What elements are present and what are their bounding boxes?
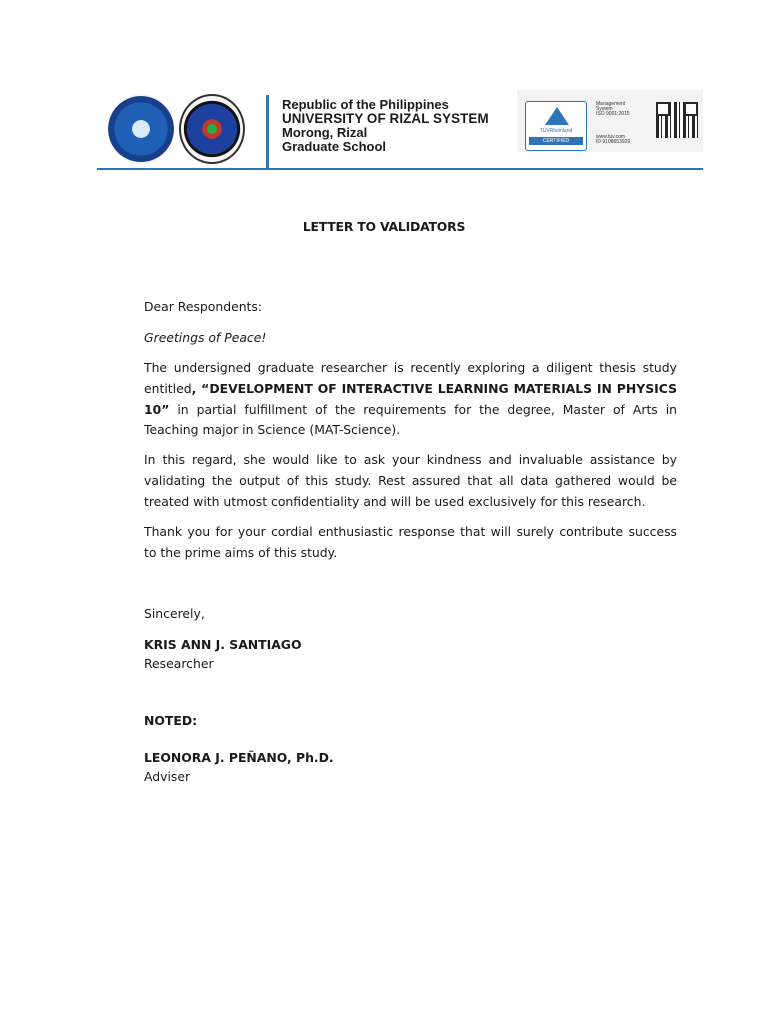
closing: Sincerely, bbox=[144, 606, 205, 621]
letterhead-location: Morong, Rizal bbox=[282, 125, 368, 140]
researcher-role: Researcher bbox=[144, 656, 214, 671]
researcher-name: KRIS ANN J. SANTIAGO bbox=[144, 637, 302, 652]
paragraph-thanks: Thank you for your cordial enthusiastic response that will surely contribute success to the prime aims of this study. bbox=[144, 524, 677, 560]
university-seal-icon bbox=[108, 94, 174, 164]
letterhead-school: Graduate School bbox=[282, 139, 387, 154]
mgmt-iso: ISO 9001:2015 bbox=[596, 111, 630, 117]
tuv-name: TÜVRheinland bbox=[539, 128, 573, 134]
tuv-triangle-icon bbox=[545, 107, 569, 125]
thesis-title: , “DEVELOPMENT OF INTERACTIVE LEARNING MATERIALS IN PHYSICS 10” bbox=[144, 380, 677, 417]
letterhead-rule bbox=[97, 168, 703, 170]
mgmt-id: ID 9108653929 bbox=[596, 139, 631, 145]
paragraph-thesis-rest: in partial fulfillment of the requirements for the degree, Master of Arts in Teaching major in Science (MAT-Science). bbox=[144, 401, 677, 438]
management-system-info bbox=[596, 102, 646, 145]
paragraph-request: In this regard, she would like to ask your kindness and invaluable assistance by validating the output of this study. Rest assured that all data gathered would be treated with utmost confidentiality and will be used exclusively for this research. bbox=[144, 452, 677, 509]
letterhead-divider bbox=[266, 95, 269, 168]
mgmt-line1: Management bbox=[596, 101, 626, 107]
letterhead bbox=[97, 90, 703, 170]
mgmt-web: www.tuv.com bbox=[596, 134, 626, 140]
adviser-name: LEONORA J. PEÑANO, Ph.D. bbox=[144, 750, 334, 765]
paragraph-thesis bbox=[144, 358, 677, 441]
graduate-school-seal-ring bbox=[179, 94, 245, 164]
letterhead-university: UNIVERSITY OF RIZAL SYSTEM bbox=[282, 111, 489, 126]
noted-label: NOTED: bbox=[144, 713, 198, 728]
letterhead-country: Republic of the Philippines bbox=[282, 97, 449, 112]
qr-code-icon bbox=[656, 102, 698, 138]
tuv-rheinland-certification-icon bbox=[525, 101, 587, 151]
tuv-certified-label: CERTIFIED bbox=[529, 137, 583, 145]
salutation: Dear Respondents: bbox=[144, 299, 263, 314]
paragraph-thesis-intro: The undersigned graduate researcher is recently exploring a diligent thesis study entitled bbox=[144, 360, 677, 396]
mgmt-line2: System bbox=[596, 106, 613, 112]
letter-title: LETTER TO VALIDATORS bbox=[302, 219, 466, 234]
letterhead-text bbox=[282, 98, 489, 154]
adviser-role: Adviser bbox=[144, 769, 191, 784]
greeting: Greetings of Peace! bbox=[144, 330, 267, 345]
